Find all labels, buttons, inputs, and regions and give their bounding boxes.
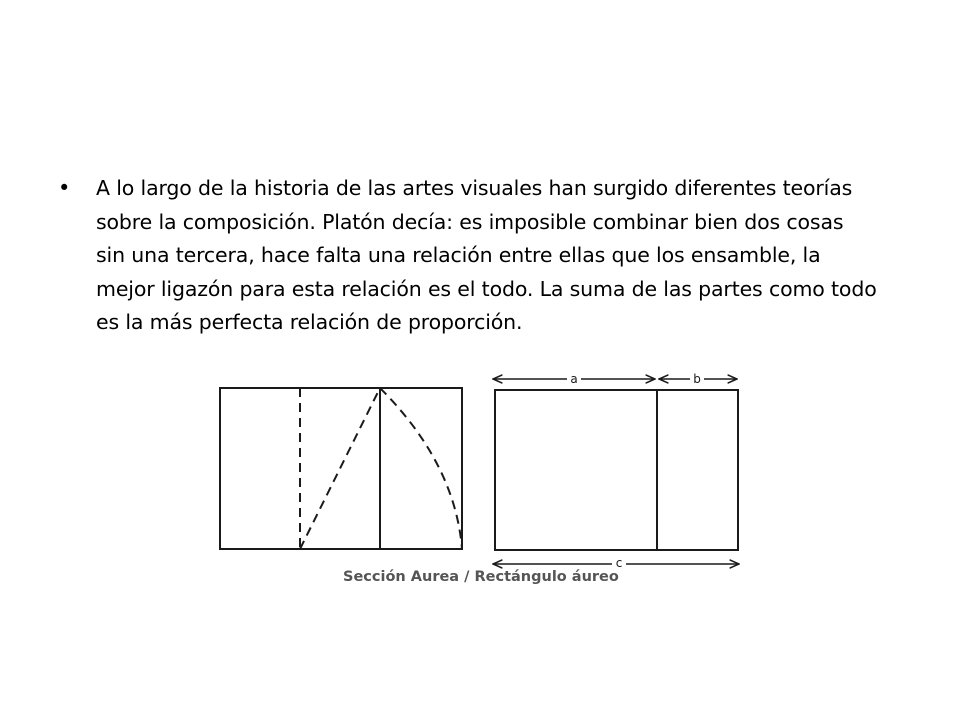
golden-section-diagram [215,368,745,588]
dashed-diagonal [300,388,380,549]
bullet-text: A lo largo de la historia de las artes visuales han surgido diferentes teorías sobre la composición. Platón decía: es imposible combinar bien dos cosas sin una tercera, hace falta una relación entre ellas que los ensamble, la mejor ligazón para esta relación es el todo. La suma de las partes como todo es la más perfecta relación de proporción. [96,176,877,334]
dashed-arc [380,388,462,549]
label-c: c [615,556,623,570]
golden-rectangle [493,370,739,570]
rectangle-outline [495,390,738,550]
bullet-item [58,172,878,340]
label-b: b [693,372,701,386]
label-a: a [570,372,578,386]
figure-caption: Sección Aurea / Rectángulo áureo [343,569,619,585]
bullet-dot: • [58,176,71,200]
golden-section-construction [220,388,462,549]
golden-section-figure [215,368,745,588]
